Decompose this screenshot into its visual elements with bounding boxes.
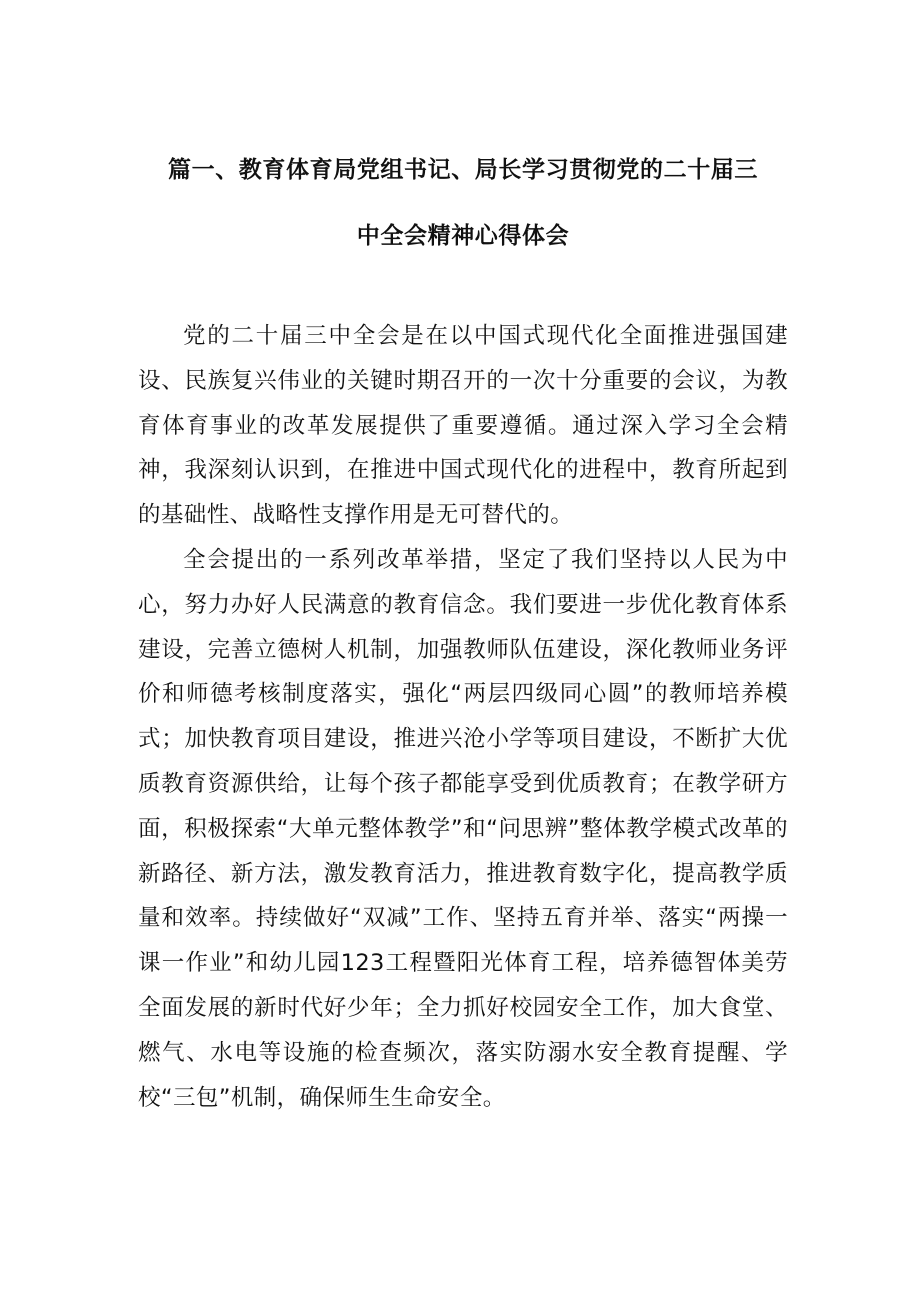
- paragraph-1: 党的二十届三中全会是在以中国式现代化全面推进强国建设、民族复兴伟业的关键时期召开的一次十分重要的会议，为教育体育事业的改革发展提供了重要遵循。通过深入学习全会精神，我深刻认识到，在推进中国式现代化的进程中，教育所起到的基础性、战略性支撑作用是无可替代的。: [138, 323, 788, 529]
- title-line-2: 中全会精神心得体会: [356, 223, 570, 249]
- paragraph-2: 全会提出的一系列改革举措，坚定了我们坚持以人民为中心，努力办好人民满意的教育信念。我们要进一步优化教育体系建设，完善立德树人机制，加强教师队伍建设，深化教师业务评价和师德考核制度落实，强化“两层四级同心圆”的教师培养模式；加快教育项目建设，推进兴沧小学等项目建设，不断扩大优质教育资源供给，让每个孩子都能享受到优质教育；在教学研方面，积极探索“大单元整体教学”和“问思辨”整体教学模式改革的新路径、新方法，激发教育活力，推进教育数字化，提高教学质量和效率。持续做好“双减”工作、坚持五育并举、落实“两操一课一作业”和幼儿园123工程暨阳光体育工程，培养德智体美劳全面发展的新时代好少年；全力抓好校园安全工作，加大食堂、燃气、水电等设施的检查频次，落实防溺水安全教育提醒、学校“三包”机制，确保师生生命安全。: [138, 546, 788, 1111]
- document-title: [160, 148, 766, 252]
- title-line-1: 篇一、教育体育局党组书记、局长学习贯彻党的二十届三: [168, 157, 758, 183]
- document-body: [138, 314, 788, 1120]
